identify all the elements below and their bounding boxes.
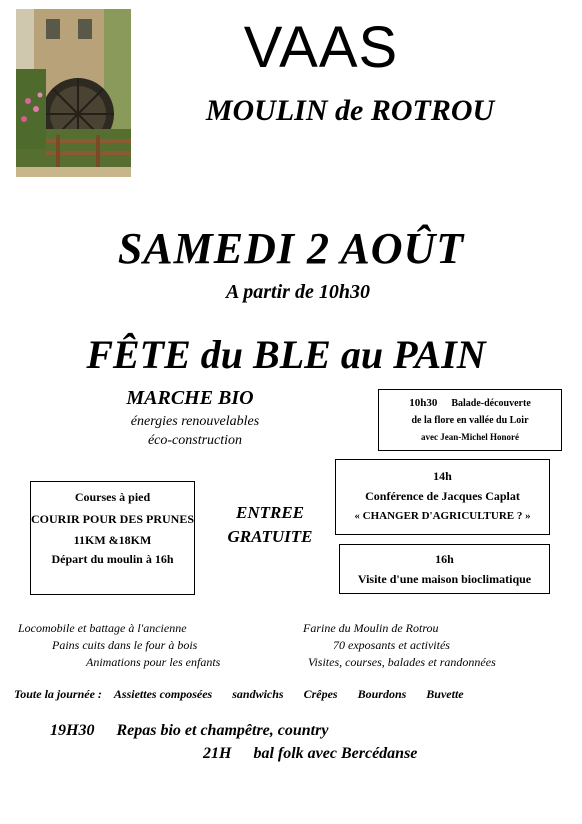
courses-line: COURIR POUR DES PRUNES [31,512,195,526]
courses-line: Départ du moulin à 16h [51,552,174,566]
conference-speaker: Conférence de Jacques Caplat [365,489,520,503]
balade-box [378,389,562,451]
event-date: SAMEDI 2 AOÛT [117,224,465,273]
activity-left: Animations pour les enfants [86,655,221,669]
all-day-item: Buvette [426,687,464,701]
courses-box [30,481,195,595]
town-name: VAAS [243,15,399,80]
balade-header [379,395,561,412]
evening-line [203,743,417,765]
balade-line: de la flore en vallée du Loir [411,415,529,426]
all-day-item: Assiettes composées [113,687,213,701]
evening-text: Repas bio et champêtre, country [116,722,329,739]
venue-name: MOULIN de ROTROU [205,94,495,127]
courses-line: 11KM &18KM [73,533,152,547]
visite-box [339,544,550,594]
all-day-item: sandwichs [232,687,284,701]
evening-line [50,720,328,742]
entree-gratuite [205,501,335,549]
marche-line: énergies renouvelables [130,414,260,429]
activity-left: Locomobile et battage à l'ancienne [18,621,187,635]
balade-line: avec Jean-Michel Honoré [421,432,519,442]
conference-box [335,459,550,535]
visite-time: 16h [435,552,454,566]
activity-right: Farine du Moulin de Rotrou [303,621,439,635]
balade-title: Balade-découverte [451,398,531,409]
event-start-time: A partir de 10h30 [226,281,370,303]
all-day-line [14,685,574,703]
evening-text: bal folk avec Bercédanse [253,745,418,762]
activity-right: Visites, courses, balades et randonnées [308,655,496,669]
evening-time: 21H [203,745,232,762]
marche-line: éco-construction [147,433,243,448]
conference-title: « CHANGER D'AGRICULTURE ? » [354,510,531,522]
marche-title: MARCHE BIO [126,387,254,409]
visite-title: Visite d'une maison bioclimatique [357,572,532,586]
balade-time: 10h30 [409,397,438,409]
all-day-item: Crêpes [303,687,338,701]
event-title: FÊTE du BLE au PAIN [86,332,486,377]
evening-time: 19H30 [50,722,95,739]
entree-line: ENTREE [235,503,305,522]
all-day-label: Toute la journée : [14,687,102,701]
activity-left: Pains cuits dans le four à bois [52,638,198,652]
activity-right: 70 exposants et activités [333,638,450,652]
courses-line: Courses à pied [74,490,151,504]
conference-time: 14h [433,469,452,483]
all-day-item: Bourdons [357,687,407,701]
entree-line: GRATUITE [227,527,313,546]
